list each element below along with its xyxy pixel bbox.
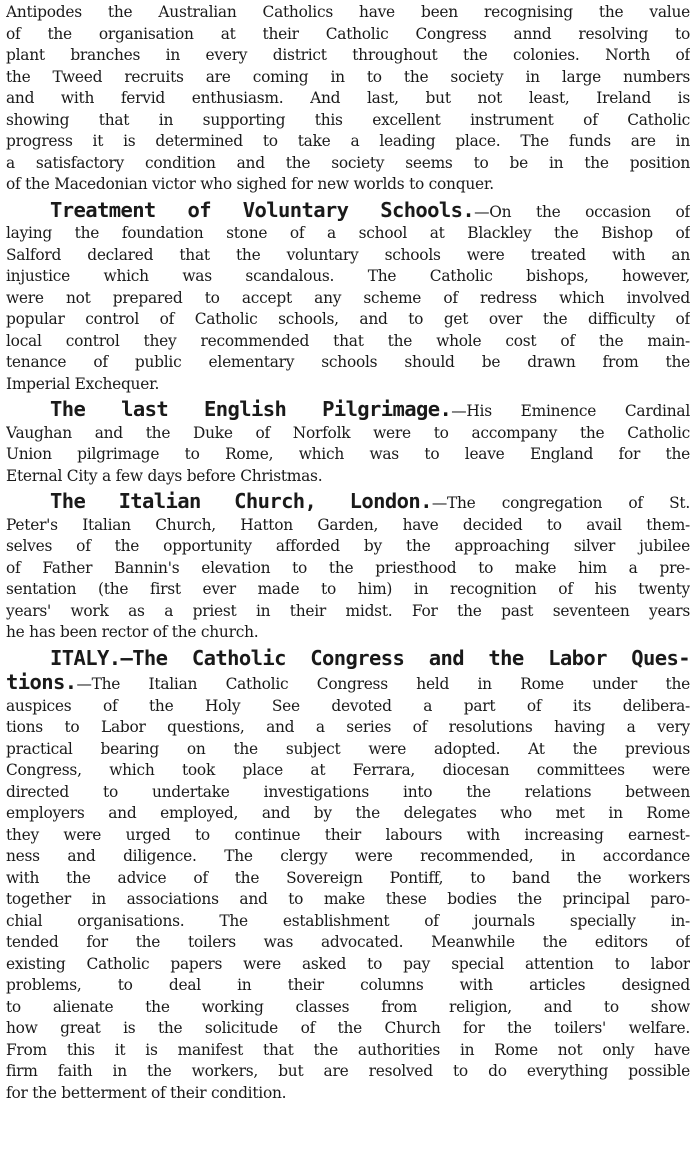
text-line: of the organisation at their Catholic Congress annd resolving to <box>6 24 690 43</box>
lead-text: The congregation of St. <box>446 494 690 512</box>
text-line: popular control of Catholic schools, and to get over the difficulty of <box>6 310 690 328</box>
text-line: Congress, which took place at Ferrara, diocesan committees were <box>6 761 690 779</box>
text-line: Vaughan and the Duke of Norfolk were to accompany the Catholic <box>6 423 690 442</box>
text-line: a satisfactory condition and the society seems to be in the position <box>6 153 690 172</box>
text-line: plant branches in every district throughout the colonies. North of <box>6 46 690 64</box>
text-line: firm faith in the workers, but are resolved to do everything possible <box>6 1062 690 1080</box>
article-lead-line <box>6 199 690 224</box>
newspaper-column <box>6 2 690 1104</box>
article-heading: The Italian Church, London. <box>50 490 432 513</box>
text-line: years' work as a priest in their midst. For the past seventeen years <box>6 601 690 620</box>
em-dash: — <box>431 494 447 512</box>
text-line: how great is the solicitude of the Church for the toilers' welfare. <box>6 1019 690 1037</box>
text-line: tions to Labor questions, and a series of resolutions having a very <box>6 718 690 736</box>
text-line: auspices of the Holy See devoted a part of its delibera- <box>6 696 690 715</box>
text-line: together in associations and to make these bodies the principal paro- <box>6 890 690 908</box>
article-lead-line <box>6 398 690 423</box>
text-line: Eternal City a few days before Christmas. <box>6 466 323 485</box>
lead-text: On the occasion of <box>489 202 690 221</box>
article-lead-line <box>6 490 690 515</box>
text-line: practical bearing on the subject were adopted. At the previous <box>6 739 690 758</box>
english-pilgrimage-article <box>6 398 690 487</box>
text-line: and with fervid enthusiasm. And last, but not least, Ireland is <box>6 89 690 107</box>
text-line: they were urged to continue their labours with increasing earnest- <box>6 825 690 844</box>
article-heading: ITALY.—The Catholic Congress and the Labor Ques- <box>50 646 690 670</box>
text-line: Peter's Italian Church, Hatton Garden, have decided to avail them- <box>6 515 690 534</box>
text-line: of the Macedonian victor who sighed for new worlds to conquer. <box>6 175 494 193</box>
text-line: local control they recommended that the whole cost of the main- <box>6 331 690 350</box>
text-line: the Tweed recruits are coming in to the society in large numbers <box>6 67 690 86</box>
text-line: chial organisations. The establishment of journals specially in- <box>6 911 690 930</box>
text-line: directed to undertake investigations into the relations between <box>6 782 690 801</box>
text-line: were not prepared to accept any scheme of redress which involved <box>6 288 690 307</box>
text-line: Salford declared that the voluntary schools were treated with an <box>6 245 690 264</box>
text-line: ness and diligence. The clergy were recommended, in accordance <box>6 847 690 865</box>
text-line: with the advice of the Sovereign Pontiff, to band the workers <box>6 868 690 887</box>
article-heading: The last English Pilgrimage. <box>50 398 452 421</box>
text-line: of Father Bannin's elevation to the priesthood to make him a pre- <box>6 558 690 577</box>
text-line: sentation (the first ever made to him) in recognition of his twenty <box>6 580 690 598</box>
text-line: injustice which was scandalous. The Catholic bishops, however, <box>6 267 690 285</box>
em-dash: — <box>451 402 467 420</box>
em-dash: — <box>76 675 92 693</box>
text-line: Imperial Exchequer. <box>6 374 160 393</box>
text-line: tended for the toilers was advocated. Meanwhile the editors of <box>6 933 690 951</box>
lead-text: The Italian Catholic Congress held in Rome under the <box>91 675 690 693</box>
italy-article <box>6 647 690 1105</box>
italian-church-article <box>6 490 690 644</box>
text-line: problems, to deal in their columns with articles designed <box>6 976 690 994</box>
lead-text: His Eminence Cardinal <box>466 402 690 420</box>
text-line: tenance of public elementary schools should be drawn from the <box>6 353 690 371</box>
article-lead-line <box>6 671 690 696</box>
text-line: existing Catholic papers were asked to pay special attention to labor <box>6 954 690 973</box>
voluntary-schools-article <box>6 199 690 396</box>
intro-paragraph <box>6 2 690 196</box>
article-heading: Treatment of Voluntary Schools. <box>50 198 475 222</box>
text-line: From this it is manifest that the authorities in Rome not only have <box>6 1040 690 1059</box>
article-heading-line <box>6 647 690 672</box>
text-line: selves of the opportunity afforded by the approaching silver jubilee <box>6 537 690 555</box>
text-line: showing that in supporting this excellent instrument of Catholic <box>6 110 690 129</box>
text-line: he has been rector of the church. <box>6 623 259 641</box>
em-dash: — <box>474 202 490 221</box>
text-line: progress it is determined to take a leading place. The funds are in <box>6 132 690 150</box>
text-line: Antipodes the Australian Catholics have been recognising the value <box>6 3 690 21</box>
text-line: laying the foundation stone of a school at Blackley the Bishop of <box>6 224 690 242</box>
text-line: for the betterment of their condition. <box>6 1083 287 1102</box>
text-line: employers and employed, and by the delegates who met in Rome <box>6 804 690 822</box>
text-line: to alienate the working classes from religion, and to show <box>6 997 690 1016</box>
article-heading-continued: tions. <box>6 671 77 694</box>
text-line: Union pilgrimage to Rome, which was to leave England for the <box>6 445 690 463</box>
